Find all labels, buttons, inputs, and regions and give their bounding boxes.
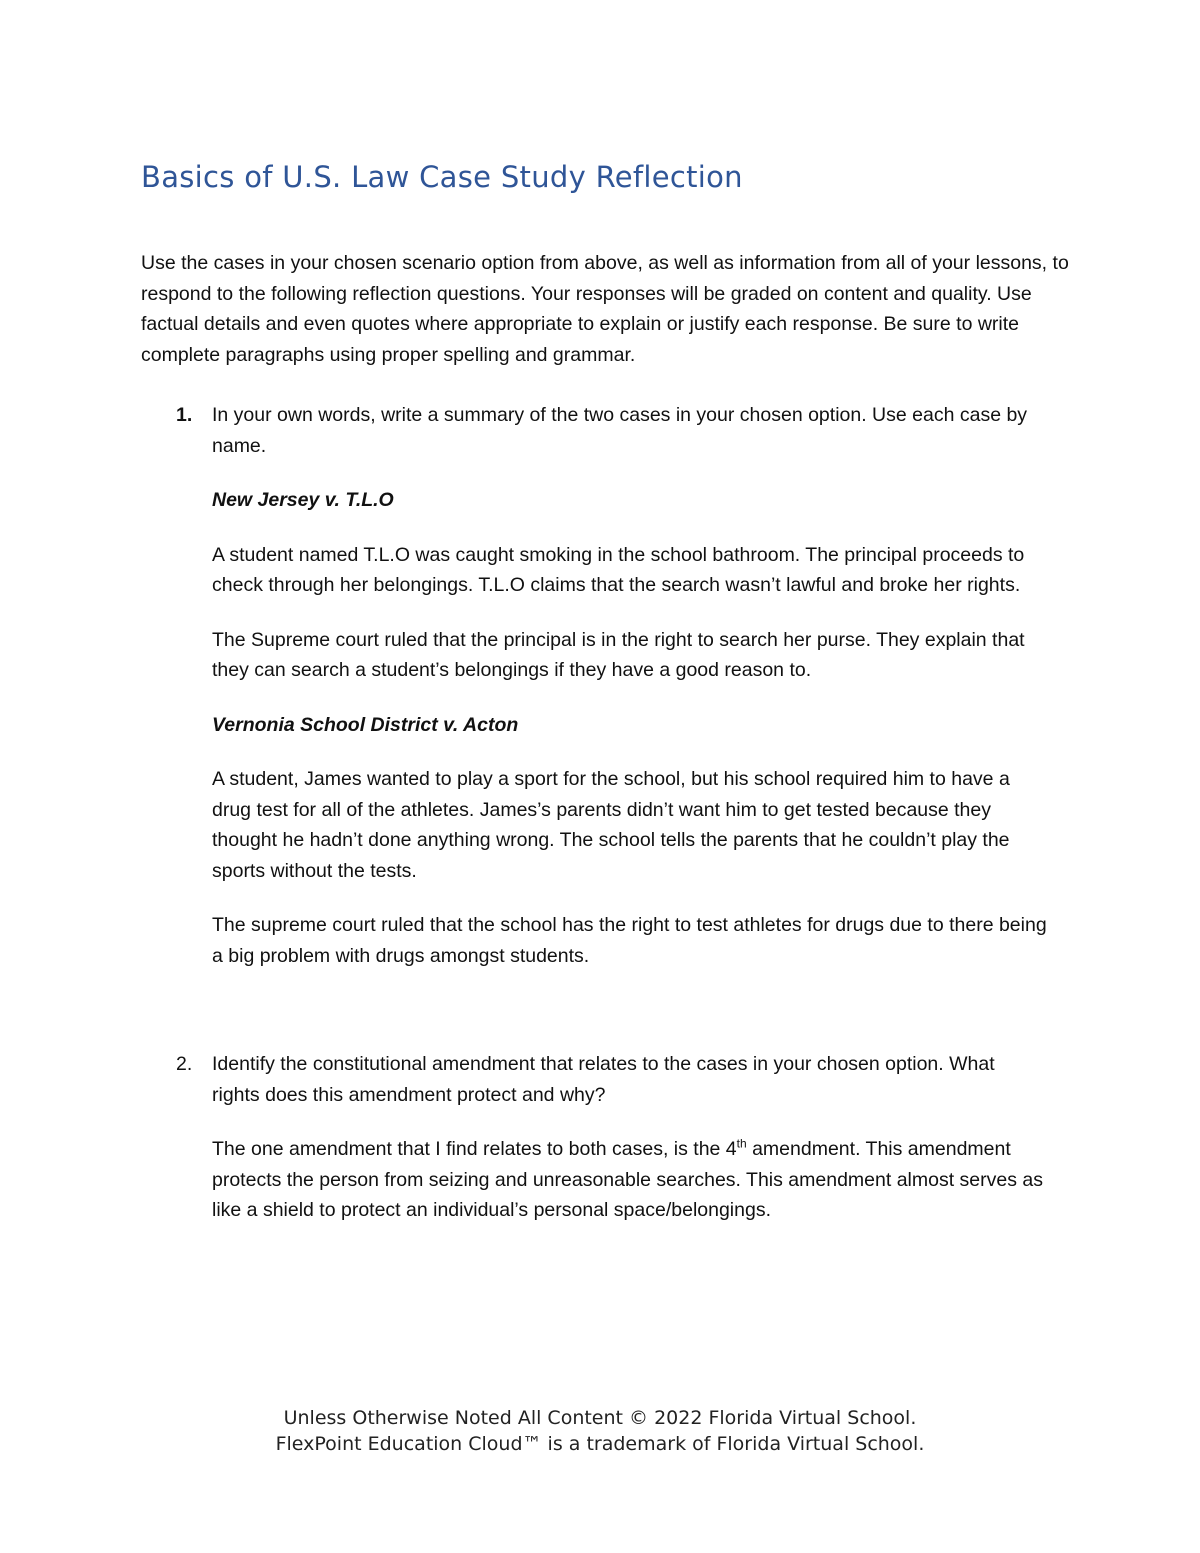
question-1 [141,400,1047,971]
question-2 [141,1049,1041,1226]
document-title: Basics of U.S. Law Case Study Reflection [141,160,743,194]
case-facts: A student named T.L.O was caught smoking in the school bathroom. The principal proceeds to check through her belongings. T.L.O claims that the search wasn’t lawful and broke her rights. [212,543,1025,596]
answer-block [212,485,1052,971]
case-name: Vernonia School District v. Acton [212,713,519,736]
case-name: New Jersey v. T.L.O [212,489,394,511]
footer-copyright: Unless Otherwise Noted All Content © 2022 Florida Virtual School. [283,1407,917,1429]
answer-paragraph [212,1134,1052,1226]
case-ruling: The supreme court ruled that the school has the right to test athletes for drugs due to there being a big problem with drugs amongst students. [212,914,1047,967]
case-facts: A student, James wanted to play a sport for the school, but his school required him to have a drug test for all of the athletes. James’s parents didn’t want him to get tested because they thought he hadn’t done anything wrong. The school tells the parents that he couldn’t play the sports without the tests. [212,768,1010,882]
answer-text-end: amendment. This amendment protects the person from seizing and unreasonable searches. This amendment almost serves as like a shield to protect an individual’s personal space/belongings. [212,1138,1043,1221]
case-ruling: The Supreme court ruled that the principal is in the right to search her purse. They explain that they can search a student’s belongings if they have a good reason to. [212,628,1025,681]
question-prompt: In your own words, write a summary of the two cases in your chosen option. Use each case by name. [212,404,1028,457]
question-number: 2. [176,1053,193,1075]
question-number: 1. [176,404,193,426]
intro-paragraph: Use the cases in your chosen scenario option from above, as well as information from all of your lessons, to respond to the following reflection questions. Your responses will be graded on content and quality. Use factual details and even quotes where appropriate to explain or justify each response. Be sure to write complete paragraphs using proper spelling and grammar. [141,252,1069,366]
answer-block [212,1134,1052,1226]
question-prompt: Identify the constitutional amendment that relates to the cases in your chosen option. What rights does this amendment protect and why? [212,1053,995,1106]
answer-text-start: The one amendment that I find relates to both cases, is the 4 [212,1138,737,1160]
footer [0,1405,1200,1457]
footer-trademark: FlexPoint Education Cloud™ is a trademark of Florida Virtual School. [275,1433,925,1455]
ordinal-suffix: th [736,1136,747,1151]
